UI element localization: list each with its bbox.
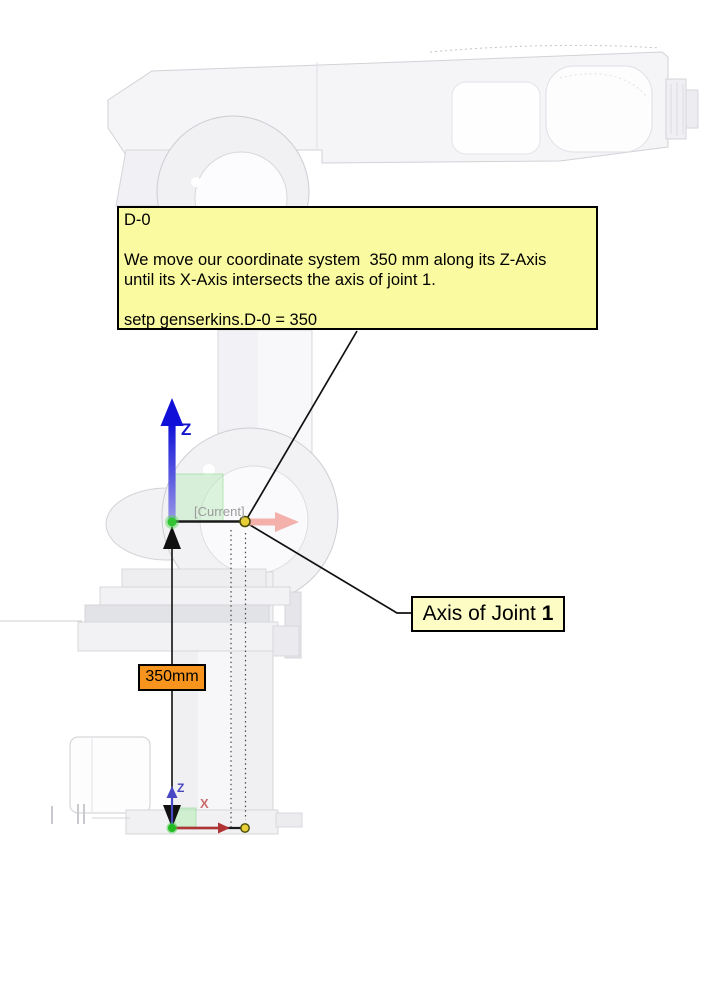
base-plate-tab: [276, 813, 302, 827]
axis-of-joint-1-label: [411, 596, 565, 632]
z-axis-label-current: Z: [181, 420, 192, 439]
callout-spacer: [124, 290, 596, 310]
base-origin-dot: [168, 824, 176, 832]
base-flange-3: [85, 605, 269, 622]
base-flange-4: [78, 622, 278, 651]
x-axis-arrow-shaft: [247, 519, 275, 526]
dimension-text: 350mm: [145, 668, 199, 685]
wrist-panel: [452, 82, 540, 154]
callout-title: D-0: [124, 211, 151, 229]
elbow-highlight: [191, 177, 201, 187]
z-axis-arrow-shaft: [168, 424, 175, 523]
d0-callout-box: [117, 206, 598, 330]
flange-cap: [686, 90, 698, 128]
robot-base: [0, 569, 302, 834]
base-plate: [126, 810, 278, 834]
axis-label-text: Axis of Joint: [422, 602, 542, 625]
joint1-axis-marker-bottom: [241, 824, 249, 832]
base-flange-2: [100, 587, 290, 605]
callout-body-line-2: until its X-Axis intersects the axis of joint 1.: [124, 271, 436, 289]
current-origin-dot: [168, 518, 177, 527]
base-right-block: [273, 626, 299, 656]
callout-spacer: [124, 230, 596, 250]
dimension-350mm-label: [138, 664, 206, 691]
z-axis-label-base: Z: [177, 781, 185, 795]
current-frame-label: [Current]: [194, 504, 245, 519]
base-flange-1: [122, 569, 266, 587]
x-axis-label-base: X: [200, 796, 209, 811]
base-left-foot: [70, 737, 150, 813]
wrist-housing: [546, 66, 652, 152]
callout-body-line-1: We move our coordinate system 350 mm along its Z-Axis: [124, 251, 547, 269]
callout-command: setp genserkins.D-0 = 350: [124, 311, 318, 329]
hidden-edge-dotted: [430, 45, 660, 52]
axis-label-number: 1: [541, 602, 554, 625]
